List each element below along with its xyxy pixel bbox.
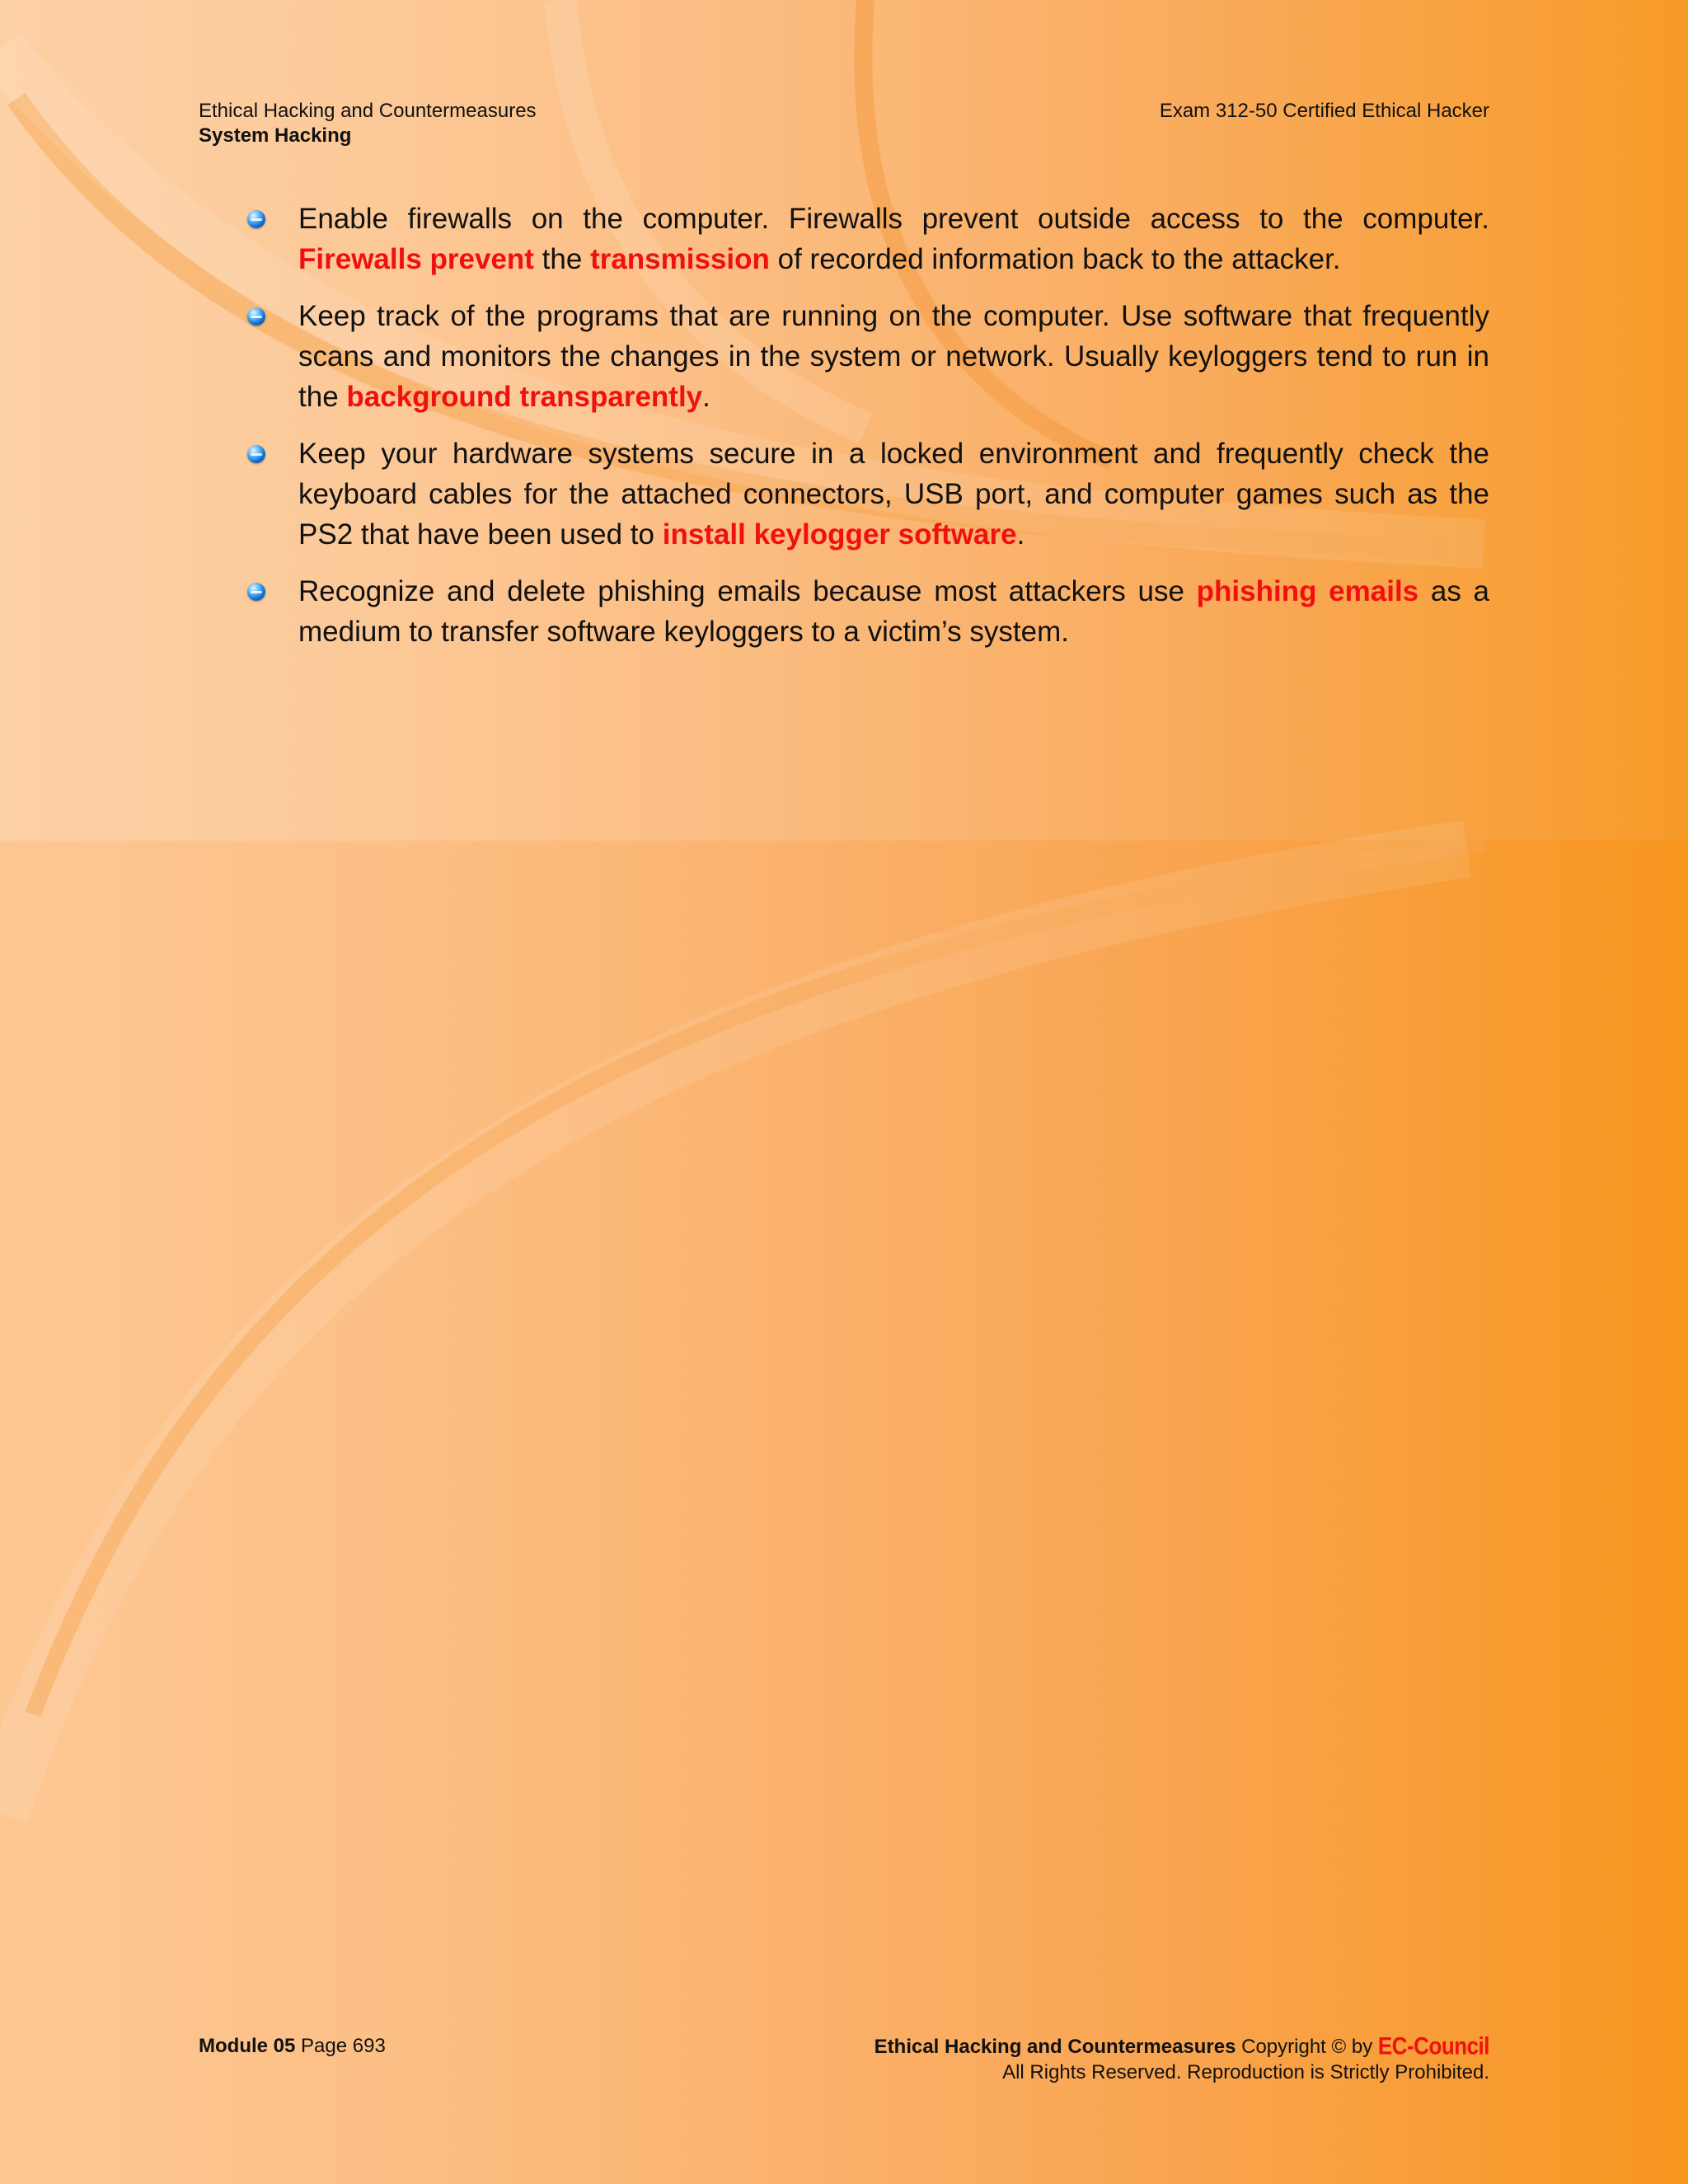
blue-orb-bullet-icon bbox=[247, 445, 265, 463]
header-left bbox=[199, 99, 537, 148]
page-number-info bbox=[199, 2033, 386, 2059]
copyright-title: Ethical Hacking and Countermeasures bbox=[874, 2036, 1236, 2058]
module-label: Module 05 bbox=[199, 2035, 296, 2057]
bullet-text-segment: Keep track of the programs that are running on the computer. Use software that frequently scans and monitors the changes in the system or network. Usually keyloggers tend to run in the bbox=[298, 300, 1489, 413]
bullet-text bbox=[298, 300, 1489, 413]
highlighted-term: Firewalls prevent bbox=[298, 243, 534, 275]
bullet-text bbox=[298, 575, 1489, 648]
highlighted-term: install keylogger software bbox=[662, 518, 1017, 551]
bullet-text-segment: Enable firewalls on the computer. Firewalls prevent outside access to the computer. bbox=[298, 203, 1489, 235]
highlighted-term: background transparently bbox=[346, 381, 703, 413]
bullet-text bbox=[298, 203, 1489, 275]
bullet-list bbox=[247, 199, 1489, 652]
bullet-text-segment: Recognize and delete phishing emails because most attackers use bbox=[298, 575, 1197, 607]
bullet-text-segment: the bbox=[533, 243, 591, 275]
exam-title: Exam 312-50 Certified Ethical Hacker bbox=[1159, 100, 1489, 122]
bullet-text-segment: . bbox=[702, 381, 710, 413]
bullet-text-segment: of recorded information back to the attacker. bbox=[769, 243, 1341, 275]
page-label: Page 693 bbox=[301, 2035, 386, 2057]
highlighted-term: phishing emails bbox=[1196, 575, 1419, 607]
bullet-item bbox=[247, 296, 1489, 417]
bullet-item bbox=[247, 434, 1489, 555]
bullet-text bbox=[298, 438, 1489, 551]
blue-orb-bullet-icon bbox=[247, 583, 265, 601]
rights-text: All Rights Reserved. Reproduction is Strictly Prohibited. bbox=[1002, 2061, 1489, 2083]
bullet-text-segment: Keep your hardware systems secure in a locked environment and frequently check the keyboard cables for the attached connectors, USB port, and computer games such as the PS2 that have been used to bbox=[298, 438, 1489, 551]
module-title: System Hacking bbox=[199, 124, 352, 147]
main-content bbox=[247, 199, 1489, 668]
ec-council-logo: EC-Council bbox=[1377, 2031, 1489, 2060]
bullet-item bbox=[247, 571, 1489, 652]
highlighted-term: transmission bbox=[590, 243, 770, 275]
bullet-item bbox=[247, 199, 1489, 279]
blue-orb-bullet-icon bbox=[247, 307, 265, 326]
bullet-text-segment: as a medium to transfer software keyloggers to a victim’s system. bbox=[298, 575, 1490, 648]
blue-orb-bullet-icon bbox=[247, 210, 265, 228]
bullet-text-segment: . bbox=[1016, 518, 1025, 551]
course-title: Ethical Hacking and Countermeasures bbox=[199, 100, 537, 122]
copyright-text: Copyright © by bbox=[1241, 2036, 1373, 2058]
copyright-line bbox=[874, 2033, 1489, 2060]
copyright-block bbox=[874, 2033, 1489, 2085]
